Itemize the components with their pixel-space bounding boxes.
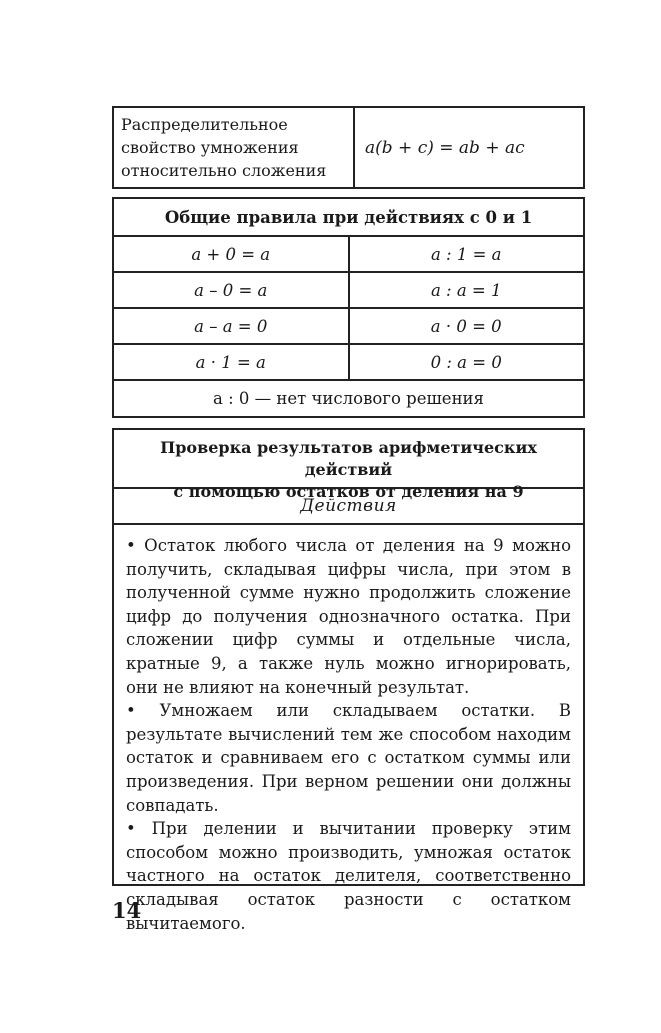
rule-formula: a – a = 0 (194, 316, 268, 336)
property-name-line: свойство умножения (121, 138, 299, 157)
distributive-property-table (112, 106, 585, 189)
rule-cell (349, 308, 585, 344)
property-name-line: Распределительное (121, 115, 288, 134)
rule-formula: a – 0 = a (194, 280, 268, 300)
paragraph: • Умножаем или складываем остатки. В результате вычислений тем же способом находим остаток и сравниваем его с остатком суммы или произведения. При верном решении они должны совпадать. (126, 701, 571, 815)
rule-formula: a : a = 1 (430, 280, 502, 300)
rule-cell (113, 272, 349, 308)
division-by-zero-rule: a : 0 — нет числового решения (113, 380, 584, 417)
paragraph: • При делении и вычитании проверку этим способом можно производить, умножая остаток частного на остаток делителя, соответственно складывая остаток разности с остатком вычитаемого. (126, 819, 571, 933)
actions-text (114, 525, 583, 935)
property-name-line: относительно сложения (121, 161, 327, 180)
rule-formula: a · 1 = a (195, 352, 266, 372)
rule-cell (113, 308, 349, 344)
zero-one-rules-table (112, 197, 585, 418)
rule-cell (349, 344, 585, 380)
rules-table-title: Общие правила при действиях с 0 и 1 (113, 198, 584, 236)
rule-cell (349, 272, 585, 308)
page-number: 14 (112, 898, 142, 923)
remainder-check-title (114, 430, 583, 501)
rule-cell (349, 236, 585, 272)
property-name-cell (113, 107, 354, 188)
paragraph: • Остаток любого числа от деления на 9 можно получить, складывая цифры числа, при этом в полученной сумме нужно продолжить сложение цифр до получения однозначного остатка. При сложении цифр суммы и отдельные числа, кратные 9, а также нуль можно игнорировать, они не влияют на конечный результат. (126, 536, 571, 697)
rule-cell (113, 236, 349, 272)
rule-formula: a · 0 = 0 (430, 316, 502, 336)
rule-formula: 0 : a = 0 (430, 352, 502, 372)
rule-formula: a + 0 = a (191, 244, 271, 264)
rule-cell (113, 344, 349, 380)
title-line: с помощью остатков от деления на 9 (173, 482, 524, 501)
property-formula-cell: a(b + c) = ab + ac (354, 107, 584, 188)
rule-formula: a : 1 = a (430, 244, 502, 264)
actions-subtitle: Действия (114, 489, 583, 525)
title-line: Проверка результатов арифметических действий (160, 438, 537, 479)
